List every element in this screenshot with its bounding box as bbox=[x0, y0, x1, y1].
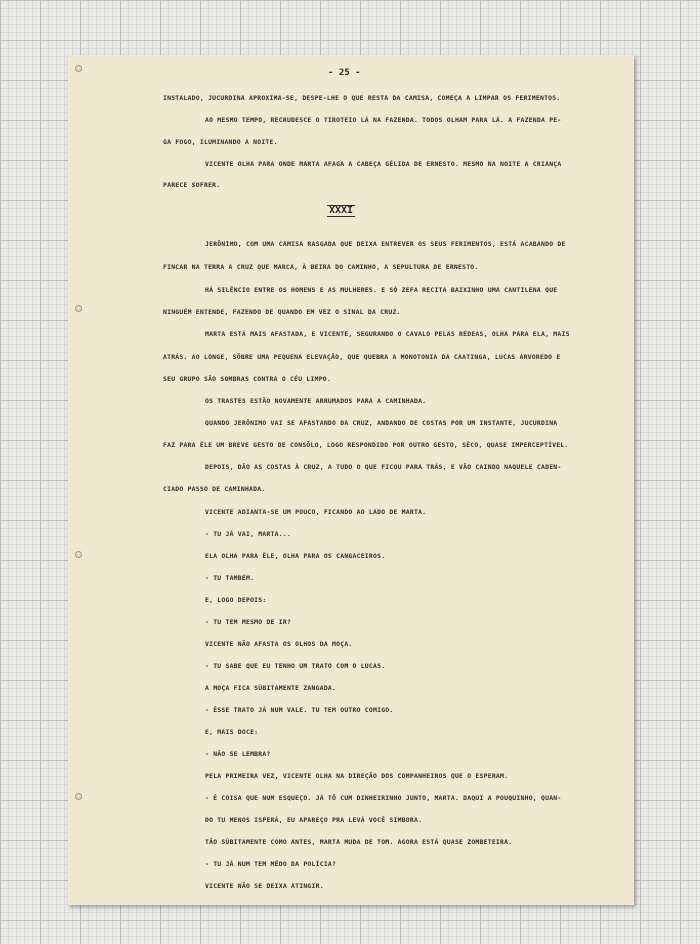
text-line: OS TRASTES ESTÃO NOVAMENTE ARRUMADOS PARA A CAMINHADA. bbox=[205, 397, 427, 405]
text-line: VICENTE NÃO SE DEIXA ATINGIR. bbox=[205, 882, 324, 890]
text-line: VICENTE NÃO AFASTA OS OLHOS DA MOÇA. bbox=[205, 640, 353, 648]
text-line: AO MESMO TEMPO, RECRUDESCE O TIROTEIO LÁ NA FAZENDA. TODOS OLHAM PARA LÁ. A FAZENDA PE- bbox=[205, 116, 562, 124]
punch-hole bbox=[75, 305, 82, 312]
text-line: VICENTE OLHA PARA ONDE MARTA AFAGA A CABEÇA GÉLIDA DE ERNESTO. MESMO NA NOITE A CRIANÇA bbox=[205, 160, 562, 168]
text-line: - TU TEM MESMO DE IR? bbox=[205, 618, 292, 626]
punch-hole bbox=[75, 551, 82, 558]
text-line: CIADO PASSO DE CAMINHADA. bbox=[163, 485, 266, 493]
text-line: - É COISA QUE NUM ESQUEÇO. JÁ TÔ CUM DINHEIRINHO JUNTO, MARTA. DAQUI A POUQUINHO, QUAN- bbox=[205, 794, 562, 802]
punch-hole bbox=[75, 793, 82, 800]
text-line: - NÃO SE LEMBRA? bbox=[205, 750, 271, 758]
text-line: - TU SABE QUE EU TENHO UM TRATO COM O LUCAS. bbox=[205, 662, 386, 670]
typewritten-page bbox=[68, 55, 634, 905]
text-line: FAZ PARA ÊLE UM BREVE GESTO DE CONSÔLO, LOGO RESPONDIDO POR OUTRO GESTO, SÊCO, QUASE IMPERCEPTÍVEL. bbox=[163, 441, 569, 449]
text-line: DEPOIS, DÃO AS COSTAS À CRUZ, A TUDO O QUE FICOU PARA TRÁS, E VÃO CAINDO NAQUELE CADEN- bbox=[205, 463, 562, 471]
text-line: A MOÇA FICA SÙBITAMENTE ZANGADA. bbox=[205, 684, 337, 692]
text-line: FINCAR NA TERRA A CRUZ QUE MARCA, À BEIRA DO CAMINHO, A SEPULTURA DE ERNESTO. bbox=[163, 263, 479, 271]
text-line: ATRÁS. AO LONGE, SÔBRE UMA PEQUENA ELEVAÇÃO, QUE QUEBRA A MONOTONIA DA CAATINGA, LUCAS ARVOREDO E bbox=[163, 353, 561, 361]
page-number: - 25 - bbox=[328, 68, 361, 78]
text-line: JERÔNIMO, COM UMA CAMISA RASGADA QUE DEIXA ENTREVER OS SEUS FERIMENTOS, ESTÁ ACABANDO DE bbox=[205, 240, 566, 248]
punch-hole bbox=[75, 65, 82, 72]
text-line: PARECE SOFRER. bbox=[163, 181, 221, 189]
text-line: INSTALADO, JUCURDINA APROXIMA-SE, DESPE-LHE O QUE RESTA DA CAMISA, COMEÇA A LIMPAR OS FERIMENTOS. bbox=[163, 94, 561, 102]
text-line: MARTA ESTÁ MAIS AFASTADA, E VICENTE, SEGURANDO O CAVALO PELAS RÉDEAS, OLHA PARA ELA, MAIS bbox=[205, 330, 570, 338]
text-line: - TU TAMBÉM. bbox=[205, 574, 255, 582]
text-line: PELA PRIMEIRA VEZ, VICENTE OLHA NA DIREÇÃO DOS COMPANHEIROS QUE O ESPERAM. bbox=[205, 772, 509, 780]
text-line: - ÊSSE TRATO JÁ NUM VALE. TU TEM OUTRO COMIGO. bbox=[205, 706, 394, 714]
text-line: GA FOGO, ILUMINANDO A NOITE. bbox=[163, 138, 278, 146]
text-line: QUANDO JERÔNIMO VAI SE AFASTANDO DA CRUZ, ANDANDO DE COSTAS POR UM INSTANTE, JUCURDINA bbox=[205, 419, 558, 427]
text-line: - TU JÁ NUM TEM MÊDO DA POLÍCIA? bbox=[205, 860, 337, 868]
text-line: NINGUÉM ENTENDE, FAZENDO DE QUANDO EM VEZ O SINAL DA CRUZ. bbox=[163, 308, 401, 316]
text-line: - TU JÁ VAI, MARTA... bbox=[205, 530, 292, 538]
text-line: ELA OLHA PARA ÊLE, OLHA PARA OS CANGACEIROS. bbox=[205, 552, 386, 560]
text-line: HÁ SILÊNCIO ENTRE OS HOMENS E AS MULHERES. E SÓ ZEFA RECITA BAIXINHO UMA CANTILENA QUE bbox=[205, 286, 558, 294]
text-line: TÃO SÙBITAMENTE COMO ANTES, MARTA MUDA DE TOM. AGORA ESTÁ QUASE ZOMBETEIRA. bbox=[205, 838, 513, 846]
text-line: E, MAIS DOCE: bbox=[205, 728, 259, 736]
text-line: SEU GRUPO SÃO SOMBRAS CONTRA O CÉU LIMPO. bbox=[163, 375, 331, 383]
text-line: E, LOGO DEPOIS: bbox=[205, 596, 267, 604]
text-line: VICENTE ADIANTA-SE UM POUCO, FICANDO AO LADO DE MARTA. bbox=[205, 508, 427, 516]
text-line: DO TU MENOS ISPERÁ, EU APAREÇO PRA LEVÁ VOCÊ SIMBORA. bbox=[205, 816, 423, 824]
section-heading: XXXI bbox=[329, 205, 354, 216]
